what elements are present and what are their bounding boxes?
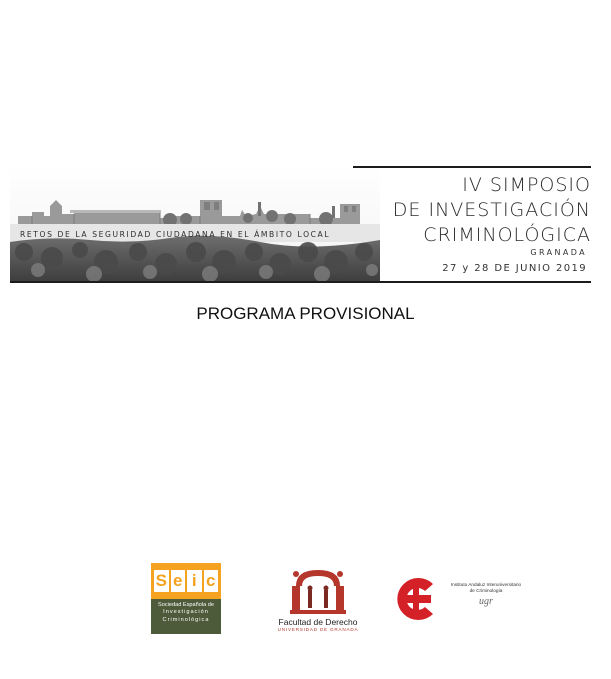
facultad-derecho-name: Facultad de Derecho [278, 617, 358, 627]
iaic-name-line-2: de Criminología [469, 588, 503, 593]
seic-letter-s: S [155, 571, 167, 590]
iaic-logo [391, 574, 531, 624]
iaic-name-line-1: Instituto Andaluz Interuniversitario [450, 582, 522, 587]
facultad-derecho-university: UNIVERSIDAD DE GRANADA [277, 627, 359, 632]
seic-logo-top [151, 563, 221, 599]
iaic-ugr-mark: ugr [479, 596, 493, 607]
banner-tagline: RETOS DE LA SEGURIDAD CIUDADANA EN EL ÁMBITO LOCAL [20, 230, 331, 239]
seic-line-2: Investigación [163, 609, 209, 616]
seic-line-1: Sociedad Española de [158, 602, 214, 608]
event-banner [10, 166, 591, 283]
iaic-name [443, 582, 529, 594]
event-city: GRANADA [530, 248, 587, 257]
seic-letter-c: c [204, 570, 219, 592]
banner-bottom-rule [10, 281, 591, 283]
event-title-line-1: IV SIMPOSIO [462, 174, 591, 196]
seic-logo [151, 563, 221, 634]
event-dates: 27 y 28 DE JUNIO 2019 [442, 263, 587, 274]
facultad-derecho-logo [270, 566, 366, 636]
iaic-emblem-icon [391, 574, 441, 624]
seic-line-3: Criminológica [162, 616, 210, 623]
document-subtitle: PROGRAMA PROVISIONAL [196, 304, 415, 323]
banner-top-rule [353, 166, 591, 168]
event-title-line-3: CRIMINOLÓGICA [423, 224, 591, 246]
seic-letter-e: e [171, 570, 186, 592]
alhambra-photo [10, 166, 380, 283]
seic-wordmark [154, 570, 218, 592]
event-title-line-2: DE INVESTIGACIÓN [392, 199, 591, 221]
alhambra-illustration [10, 166, 380, 283]
arch-icon [290, 566, 346, 616]
seic-logo-text [151, 599, 221, 634]
seic-letter-i: i [187, 570, 202, 592]
event-title [393, 173, 591, 248]
